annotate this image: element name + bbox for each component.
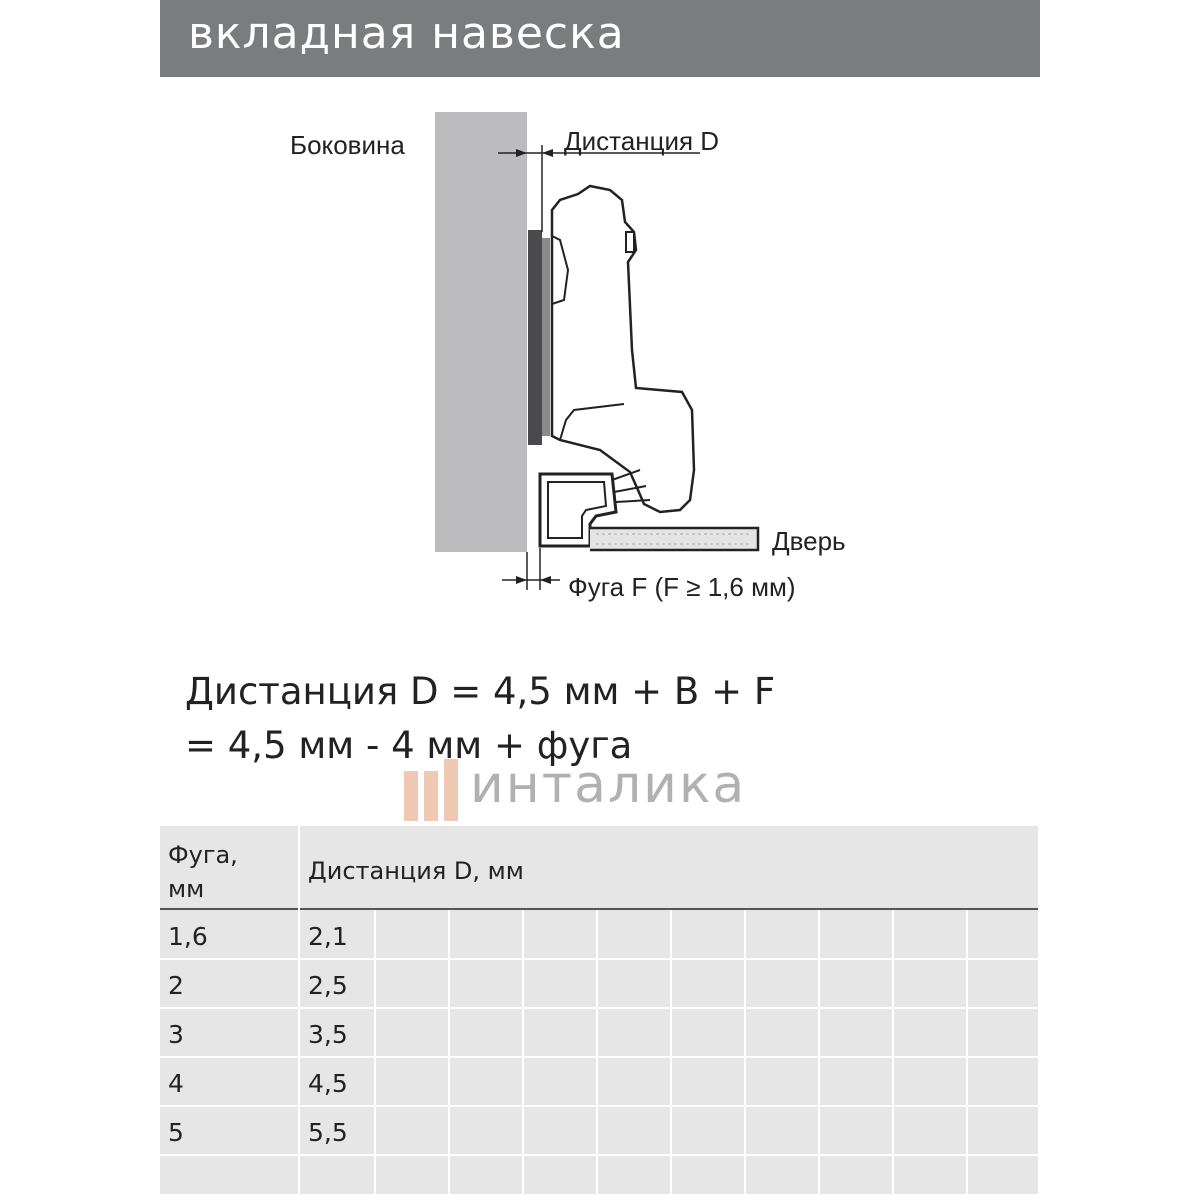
dim-d-arrow-right (542, 149, 553, 157)
row-2-distance: 2,5 (308, 971, 348, 1000)
label-side: Боковина (290, 130, 405, 160)
formula-line-2: = 4,5 мм - 4 мм + фуга (185, 724, 633, 767)
col-separator (892, 910, 894, 1194)
col-separator (522, 910, 524, 1194)
header-gap-line2: мм (168, 875, 205, 903)
row-3-gap: 3 (168, 1020, 184, 1049)
side-panel (435, 112, 527, 552)
row-separator (160, 1105, 1038, 1107)
row-3-distance: 3,5 (308, 1020, 348, 1049)
col-separator (448, 910, 450, 1194)
distance-table (160, 826, 1038, 1194)
watermark (402, 755, 747, 827)
row-separator (160, 1154, 1038, 1156)
watermark-logo-icon (402, 757, 462, 823)
page-title: вкладная навеска (188, 8, 625, 59)
mounting-plate (528, 230, 542, 445)
mounting-plate-edge (542, 238, 550, 436)
watermark-text: инталика (470, 755, 747, 815)
row-separator (160, 958, 1038, 960)
row-4-gap: 4 (168, 1069, 184, 1098)
hinge-screw (626, 232, 634, 252)
row-2-gap: 2 (168, 971, 184, 1000)
header-gap (168, 838, 238, 906)
hinge-arm (552, 186, 694, 512)
row-separator (160, 1007, 1038, 1009)
header-gap-line1: Фуга, (168, 841, 238, 869)
col-separator (596, 910, 598, 1194)
door-panel (590, 528, 758, 550)
dim-f-arrow-right (540, 576, 551, 584)
col-separator (374, 910, 376, 1194)
col-separator (298, 826, 300, 1194)
label-door: Дверь (772, 526, 846, 556)
header-distance: Дистанция D, мм (308, 857, 524, 885)
col-separator (744, 910, 746, 1194)
header-separator (160, 908, 1038, 910)
row-5-distance: 5,5 (308, 1118, 348, 1147)
row-4-distance: 4,5 (308, 1069, 348, 1098)
row-1-gap: 1,6 (168, 922, 208, 951)
row-1-distance: 2,1 (308, 922, 348, 951)
formula-line-1: Дистанция D = 4,5 мм + B + F (185, 670, 776, 713)
label-distance: Дистанция D (564, 126, 720, 156)
col-separator (818, 910, 820, 1194)
dim-f-arrow-left (516, 576, 527, 584)
col-separator (670, 910, 672, 1194)
col-separator (966, 910, 968, 1194)
label-gap: Фуга F (F ≥ 1,6 мм) (568, 572, 796, 602)
row-5-gap: 5 (168, 1118, 184, 1147)
row-separator (160, 1056, 1038, 1058)
